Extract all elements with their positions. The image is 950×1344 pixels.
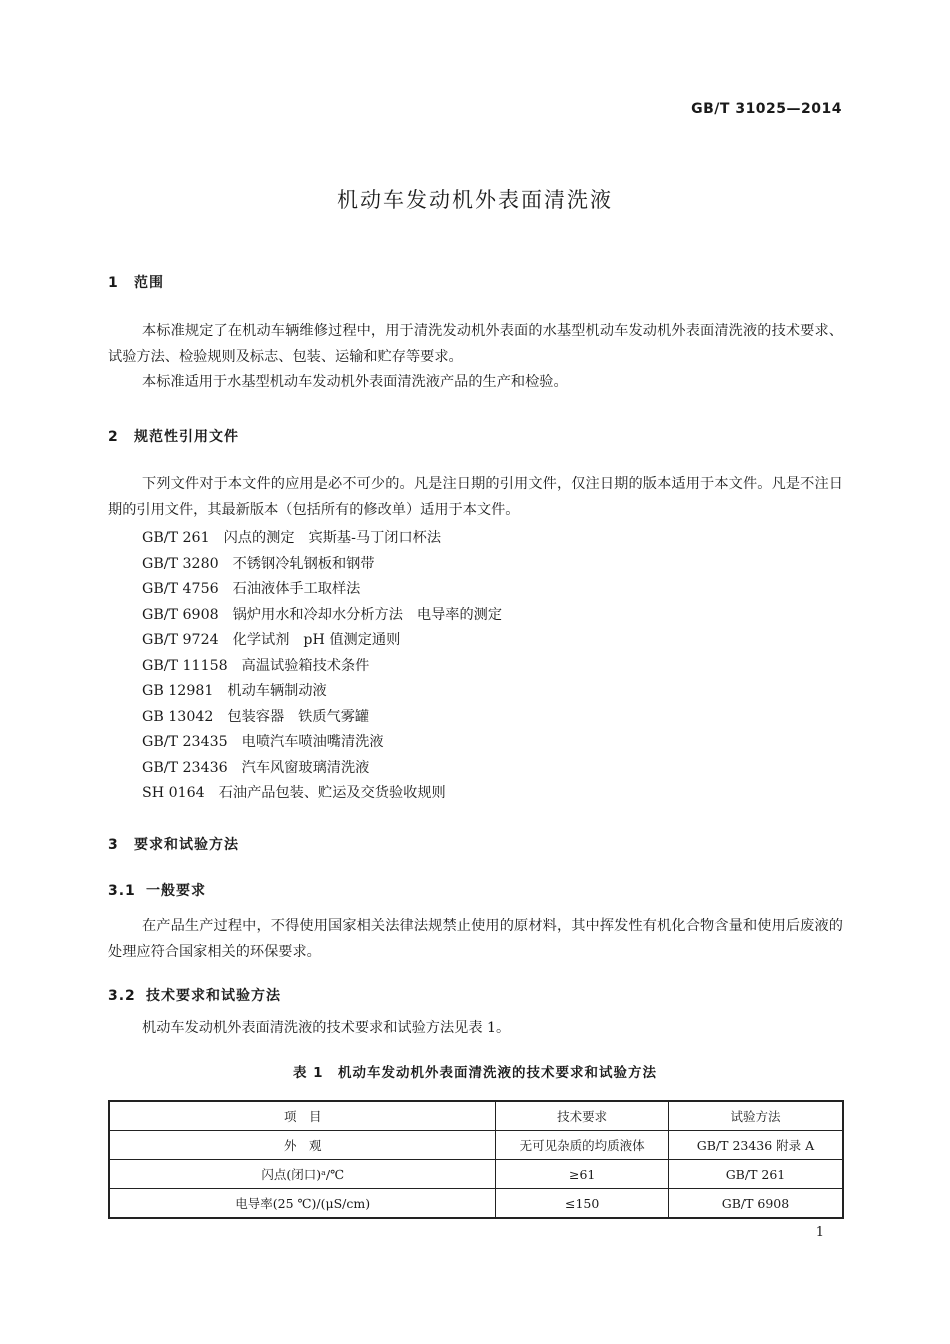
reference-code: GB 13042 (142, 709, 214, 725)
table-cell: 无可见杂质的均质液体 (496, 1131, 669, 1160)
section-title: 范围 (134, 275, 164, 291)
section-title: 规范性引用文件 (134, 429, 239, 445)
table-cell: ≤150 (496, 1189, 669, 1219)
section-number: 1 (108, 275, 119, 291)
table-header-row (109, 1101, 843, 1131)
reference-code: GB/T 23435 (142, 734, 228, 750)
standard-code: GB/T 31025—2014 (691, 101, 842, 117)
reference-code: GB/T 9724 (142, 632, 219, 648)
requirements-table (108, 1100, 844, 1219)
section-1-heading (108, 272, 164, 292)
table-header-cell: 项 目 (109, 1101, 496, 1131)
section-3-1-heading (108, 880, 206, 900)
reference-code: GB/T 11158 (142, 658, 228, 674)
reference-title: 不锈钢冷轧钢板和钢带 (232, 556, 375, 572)
table-cell: GB/T 261 (668, 1160, 843, 1189)
general-requirements-paragraph: 在产品生产过程中，不得使用国家相关法律法规禁止使用的原材料，其中挥发性有机化合物含量和使用后废液的处理应符合国家相关的环保要求。 (108, 918, 843, 960)
table-caption: 表 1 机动车发动机外表面清洗液的技术要求和试验方法 (292, 1065, 658, 1081)
reference-title: 化学试剂 (232, 632, 290, 648)
reference-code: SH 0164 (142, 785, 205, 801)
reference-title: 锅炉用水和冷却水分析方法 (232, 607, 403, 623)
reference-title: 高温试验箱技术条件 (241, 658, 370, 674)
reference-title: 机动车辆制动液 (227, 683, 327, 699)
table-cell: 电导率(25 ℃)/(μS/cm) (109, 1189, 496, 1219)
reference-code: GB/T 3280 (142, 556, 219, 572)
technical-requirements-paragraph: 机动车发动机外表面清洗液的技术要求和试验方法见表 1。 (142, 1020, 511, 1036)
reference-title: 石油液体手工取样法 (232, 581, 361, 597)
reference-item (142, 731, 384, 751)
reference-code: GB/T 261 (142, 530, 210, 546)
section-2-heading (108, 426, 239, 446)
section-number: 3 (108, 837, 119, 853)
table-cell: GB/T 23436 附录 A (668, 1131, 843, 1160)
reference-item (142, 782, 446, 802)
table-row (109, 1189, 843, 1219)
table-row (109, 1160, 843, 1189)
reference-code: GB/T 4756 (142, 581, 219, 597)
reference-item (142, 527, 441, 547)
reference-item (142, 553, 375, 573)
scope-paragraph-1: 本标准规定了在机动车辆维修过程中，用于清洗发动机外表面的水基型机动车发动机外表面清洗液的技术要求、试验方法、检验规则及标志、包装、运输和贮存等要求。 (108, 323, 843, 365)
reference-subtitle: 宾斯基-马丁闭口杯法 (308, 530, 442, 546)
reference-code: GB 12981 (142, 683, 214, 699)
reference-subtitle: pH 值测定通则 (303, 632, 401, 648)
reference-item (142, 629, 400, 649)
reference-title: 包装容器 (227, 709, 285, 725)
reference-subtitle: 铁质气雾罐 (298, 709, 370, 725)
section-number: 3.2 (108, 988, 136, 1004)
reference-item (142, 706, 369, 726)
table-header-cell: 技术要求 (496, 1101, 669, 1131)
table-header-cell: 试验方法 (668, 1101, 843, 1131)
references-intro: 下列文件对于本文件的应用是必不可少的。凡是注日期的引用文件，仅注日期的版本适用于本文件。凡是不注日期的引用文件，其最新版本（包括所有的修改单）适用于本文件。 (108, 476, 843, 518)
section-title: 要求和试验方法 (134, 837, 239, 853)
table-cell: GB/T 6908 (668, 1189, 843, 1219)
reference-code: GB/T 6908 (142, 607, 219, 623)
section-3-heading (108, 834, 239, 854)
reference-code: GB/T 23436 (142, 760, 228, 776)
reference-item (142, 680, 327, 700)
table-cell: 外 观 (109, 1131, 496, 1160)
table-row (109, 1131, 843, 1160)
reference-title: 电喷汽车喷油嘴清洗液 (241, 734, 384, 750)
reference-title: 闪点的测定 (223, 530, 295, 546)
reference-item (142, 757, 369, 777)
section-number: 2 (108, 429, 119, 445)
page-number: 1 (815, 1225, 824, 1240)
reference-title: 石油产品包装、贮运及交货验收规则 (218, 785, 446, 801)
section-3-2-heading (108, 985, 281, 1005)
reference-title: 汽车风窗玻璃清洗液 (241, 760, 370, 776)
reference-item (142, 604, 502, 624)
section-title: 一般要求 (146, 883, 206, 899)
reference-subtitle: 电导率的测定 (416, 607, 503, 623)
section-number: 3.1 (108, 883, 136, 899)
table-cell: 闪点(闭口)ᵃ/℃ (109, 1160, 496, 1189)
table-cell: ≥61 (496, 1160, 669, 1189)
scope-paragraph-2: 本标准适用于水基型机动车发动机外表面清洗液产品的生产和检验。 (142, 374, 568, 390)
document-title: 机动车发动机外表面清洗液 (337, 188, 613, 212)
reference-item (142, 655, 369, 675)
section-title: 技术要求和试验方法 (146, 988, 281, 1004)
reference-item (142, 578, 360, 598)
